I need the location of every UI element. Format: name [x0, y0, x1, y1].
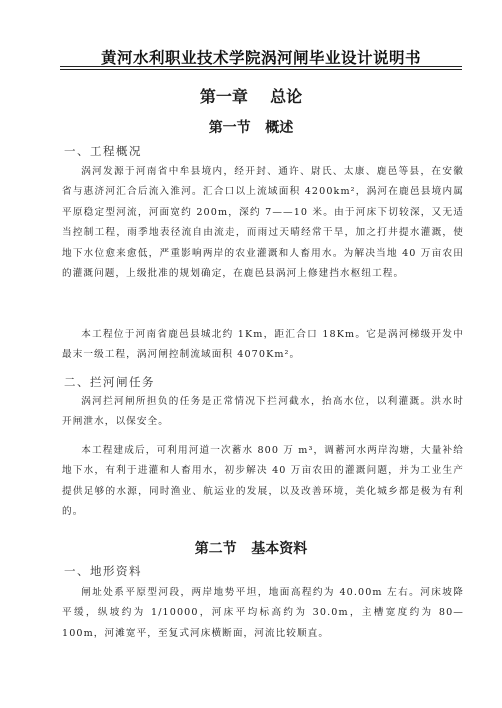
document-header-title: 黄河水利职业技术学院涡河闸毕业设计说明书: [100, 49, 421, 67]
header-rule: [60, 66, 462, 67]
header-rule: [60, 69, 462, 70]
subsection-heading: 一、工程概况: [64, 144, 142, 158]
section-title: 第二节 基本资料: [194, 541, 308, 557]
paragraph: 涡河发源于河南省中牟县境内，经开封、通许、尉氏、太康、鹿邑等县，在安徽省与惠济河汇合后流入淮河。汇合口以上流域面积 4200km²，涡河在鹿邑县境内属平原稳定型河流，河面宽约 200m，深约 7——10 米。由于河床下切较深，又无适当控制工程，雨季地表径流自由流走，而雨过天晴经常干旱，加之打井提水灌溉，使地下水位愈来愈低，严重影响两岸的农业灌溉和人畜用水。为解决当地 40 万亩农田的灌溉问题，上级批准的规划确定，在鹿邑县涡河上修建挡水枢纽工程。: [62, 166, 464, 280]
paragraph: 闸址处系平原型河段，两岸地势平坦，地面高程约为 40.00m 左右。河床坡降平缓，纵坡约为 1/10000，河床平均标高约为 30.0m，主槽宽度约为 80—100m，河滩宽平，至复式河床横断面，河流比较顺直。: [62, 587, 464, 639]
paragraph: 本工程建成后，可利用河道一次蓄水 800 万 m³，调蓄河水两岸沟塘，大量补给地下水，有利于进灌和人畜用水，初步解决 40 万亩农田的灌溉问题，并为工业生产提供足够的水源，同时渔业、航运业的发展，以及改善环境，美化城乡都是极为有利的。: [62, 445, 464, 518]
section-title: 第一节 概述: [208, 120, 294, 136]
subsection-heading: 一、地形资料: [64, 564, 142, 578]
subsection-heading: 二、拦河闸任务: [64, 375, 155, 389]
chapter-title: 第一章 总论: [199, 87, 303, 106]
paragraph: 涡河拦河闸所担负的任务是正常情况下拦河截水，抬高水位，以利灌溉。洪水时开闸泄水，以保安全。: [62, 396, 464, 428]
paragraph: 本工程位于河南省鹿邑县城北约 1Km，距汇合口 18Km。它是涡河梯级开发中最末一级工程，涡河闸控制流域面积 4070Km²。: [62, 329, 464, 361]
